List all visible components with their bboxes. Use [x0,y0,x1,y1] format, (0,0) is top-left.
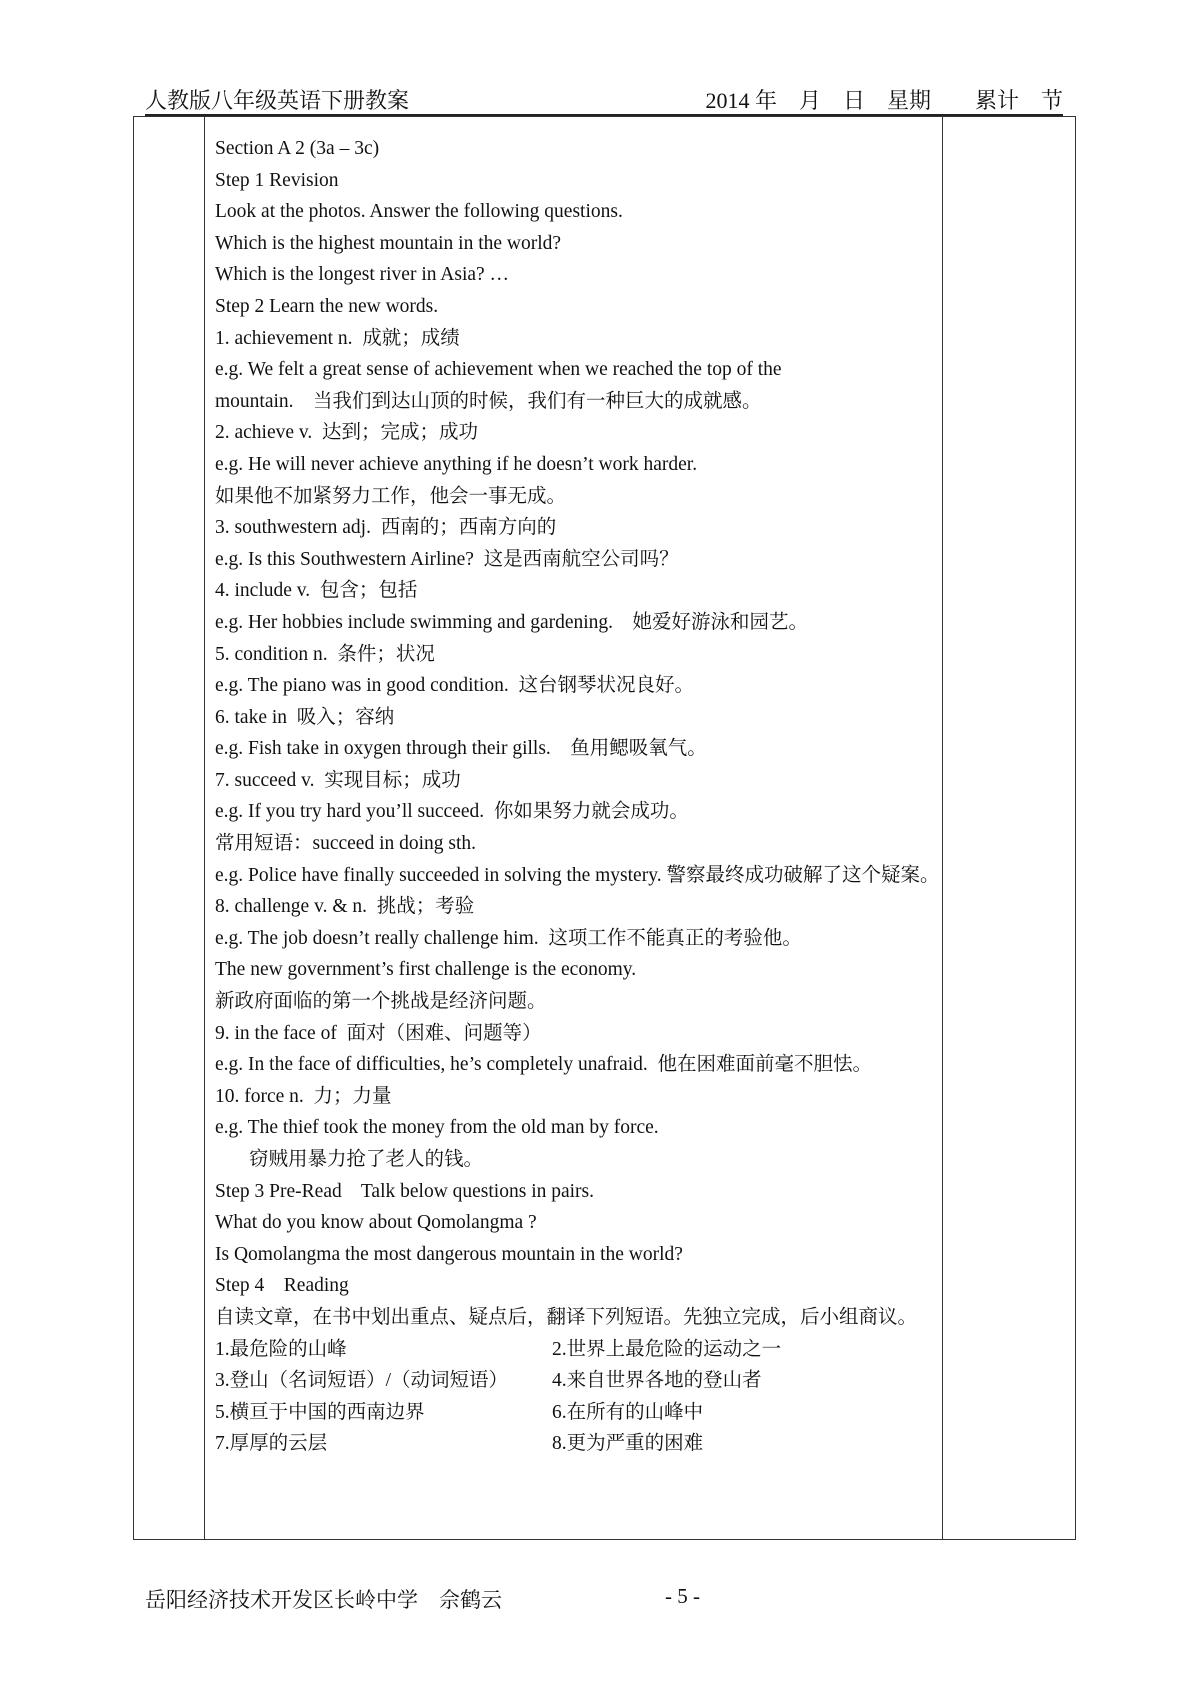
example-line: e.g. Is this Southwestern Airline? 这是西南航空公司吗？ [215,548,679,570]
column-divider-left [204,117,205,1539]
example-line: e.g. We felt a great sense of achievement when we reached the top of the [215,359,782,381]
example-line: e.g. Police have finally succeeded in solving the mystery. 警察最终成功破解了这个疑案。 [215,864,940,886]
vocab-entry: 3. southwestern adj. 西南的；西南方向的 [215,517,557,539]
phrase-item: 8.更为严重的困难 [552,1433,704,1455]
phrase-item: 2.世界上最危险的运动之一 [552,1338,782,1360]
step-heading: Step 2 Learn the new words. [215,295,439,317]
vocab-entry: 10. force n. 力；力量 [215,1085,392,1107]
page-header [145,84,1063,116]
phrase-note: 常用短语：succeed in doing sth. [215,833,477,855]
section-heading: Section A 2 (3a – 3c) [215,138,380,159]
question-line: Which is the longest river in Asia? … [215,264,510,286]
date-info: 2014 年 月 日 星期 累计 节 [705,88,1063,113]
document-title: 人教版八年级英语下册教案 [145,88,410,113]
example-line: e.g. If you try hard you’ll succeed. 你如果努力就会成功。 [215,801,689,823]
vocab-entry: 6. take in 吸入；容纳 [215,706,395,728]
step-heading: Step 1 Revision [215,169,339,191]
translation-line: 如果他不加紧努力工作，他会一事无成。 [215,485,567,507]
example-line: e.g. The job doesn’t really challenge him. 这项工作不能真正的考验他。 [215,927,802,949]
example-line: e.g. The thief took the money from the old man by force. [215,1117,659,1139]
text-line: Look at the photos. Answer the following questions. [215,201,623,223]
example-line: e.g. Fish take in oxygen through their gills. 鱼用鳃吸氧气。 [215,738,707,760]
example-line: e.g. Her hobbies include swimming and gardening. 她爱好游泳和园艺。 [215,611,809,633]
vocab-entry: 9. in the face of 面对（困难、问题等） [215,1022,542,1044]
example-line: e.g. He will never achieve anything if he doesn’t work harder. [215,453,698,475]
vocab-entry: 5. condition n. 条件；状况 [215,643,435,665]
example-line: mountain. 当我们到达山顶的时候，我们有一种巨大的成就感。 [215,390,762,412]
question-line: Is Qomolangma the most dangerous mountain in the world? [215,1243,683,1265]
step-heading: Step 3 Pre-Read Talk below questions in pairs. [215,1180,595,1202]
phrase-item: 4.来自世界各地的登山者 [552,1370,762,1392]
phrase-row [215,1365,945,1397]
translation-line: 窃贼用暴力抢了老人的钱。 [249,1149,484,1170]
phrase-item: 3.登山（名词短语）/（动词短语） [215,1370,509,1392]
vocab-entry: 4. include v. 包含；包括 [215,580,418,602]
phrase-item: 6.在所有的山峰中 [552,1401,704,1423]
phrase-item: 5.横亘于中国的西南边界 [215,1401,425,1423]
instruction-line: 自读文章，在书中划出重点、疑点后，翻译下列短语。先独立完成，后小组商议。 [215,1306,918,1328]
vocab-entry: 8. challenge v. & n. 挑战；考验 [215,896,475,918]
phrase-row [215,1334,945,1366]
vocab-entry: 1. achievement n. 成就；成绩 [215,327,460,349]
phrase-item: 1.最危险的山峰 [215,1338,347,1360]
example-line: e.g. The piano was in good condition. 这台钢琴状况良好。 [215,675,694,697]
translation-line: 新政府面临的第一个挑战是经济问题。 [215,991,547,1013]
phrase-item: 7.厚厚的云层 [215,1433,328,1455]
page-number: - 5 - [665,1584,700,1608]
footer-author: 岳阳经济技术开发区长岭中学 佘鹤云 [145,1588,502,1612]
question-line: Which is the highest mountain in the world? [215,232,562,254]
phrase-row [215,1428,945,1460]
example-line: The new government’s first challenge is the economy. [215,959,637,981]
step-heading: Step 4 Reading [215,1275,349,1297]
vocab-entry: 2. achieve v. 达到；完成；成功 [215,422,479,444]
vocab-entry: 7. succeed v. 实现目标；成功 [215,769,461,791]
phrase-row [215,1397,945,1429]
lesson-content [215,133,945,1460]
example-line: e.g. In the face of difficulties, he’s completely unafraid. 他在困难面前毫不胆怯。 [215,1054,873,1076]
question-line: What do you know about Qomolangma ? [215,1212,537,1234]
